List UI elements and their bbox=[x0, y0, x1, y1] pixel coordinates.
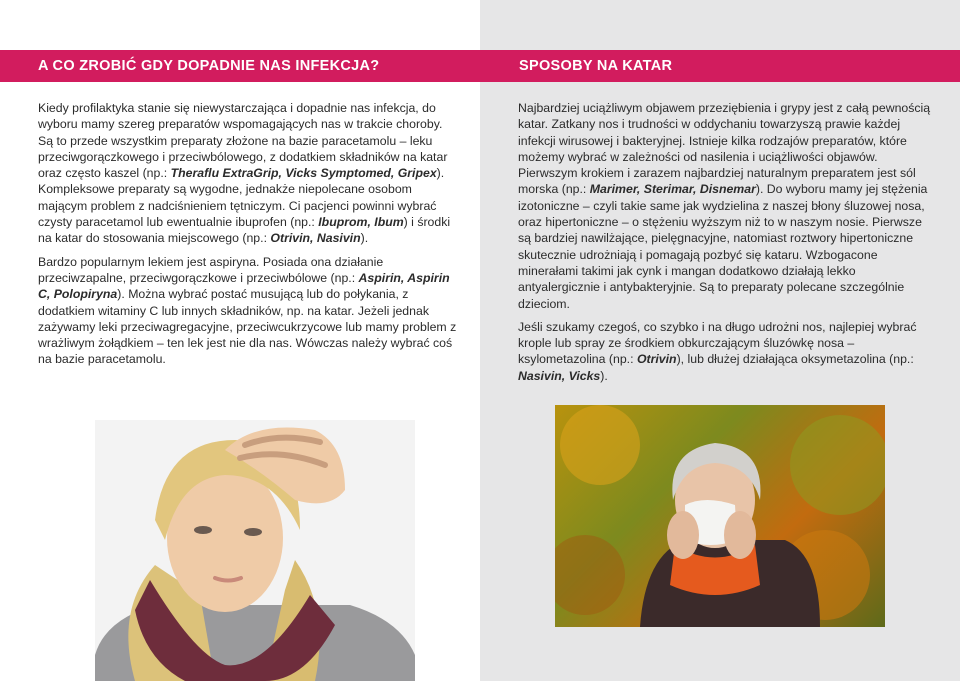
section-header-infection: A CO ZROBIĆ GDY DOPADNIE NAS INFEKCJA? bbox=[0, 50, 480, 82]
photo-sick-young-woman bbox=[95, 420, 415, 681]
paragraph-infection-remedies: Kiedy profilaktyka stanie się niewystarczająca i dopadnie nas infekcja, do wyboru mamy szereg preparatów wspomagających nas w trakcie choroby. Są to przede wszystkim preparaty złożone na bazie paracetamolu – leku przeciwgorączkowego i przeciwbólowego, z dodatkiem składników na katar oraz często kaszel (np.: Theraflu ExtraGrip, Vicks Symptomed, Gripex). Kompleksowe preparaty są wygodne, jednakże niepolecane osobom mającym problem z nadciśnieniem tętniczym. Ci pacjenci powinni wybrać czysty paracetamol lub ewentualnie ibuprofen (np.: Ibuprom, Ibum) i środki na katar do stosowania miejscowego (np.: Otrivin, Nasivin). bbox=[38, 101, 451, 246]
paragraph-nasal-drops: Jeśli szukamy czegoś, co szybko i na długo udrożni nos, najlepiej wybrać krople lub spray ze środkiem obkurczającym śluzówkę nosa – ksylometazolina (np.: Otrivin), lub dłużej działająca oksymetazolina (np.: Nasivin, Vicks). bbox=[518, 319, 917, 383]
paragraph-runny-nose-remedies: Najbardziej uciążliwym objawem przeziębienia i grypy jest z całą pewnością katar. Zatkany nos i trudności w oddychaniu towarzyszą prawie każdej infekcji wirusowej i bakteryjnej. Istnieje kilka rodzajów preparatów, które możemy wybrać w zależności od nasilenia i uciążliwości objawów. Pierwszym krokiem i zarazem najbardziej naturalnym preparatem jest sól morska (np.: Marimer, Sterimar, Disnemar). Do wyboru mamy jej stężenia izotoniczne – czyli takie same jak wydzielina z naszej błony śluzowej nosa, oraz hipertoniczne – o stężeniu wyższym niż to w naszym nosie. Pierwsze są bardziej nawilżające, pielęgnacyjne, natomiast roztwory hipertoniczne skutecznie udrożniają i pomagają pozbyć się kataru. Wzbogacone minerałami takimi jak cynk i mangan dodatkowo działają lekko antyalergicznie i antybakteryjnie. Są to preparaty polecane szczególnie dzieciom. bbox=[518, 101, 931, 311]
photo-elderly-woman-sneezing bbox=[555, 405, 885, 627]
paragraph-aspirin: Bardzo popularnym lekiem jest aspiryna. Posiada ona działanie przeciwzapalne, przeciwgorączkowe i przeciwbólowe (np.: Aspirin, Aspirin C, Polopiryna). Można wybrać postać musującą lub do połykania, z dodatkiem witaminy C lub innych składników, np. na katar. Jeżeli jednak zażywamy leki przeciwagregacyjne, przeciwcukrzycowe lub mamy problem z wrażliwym żołądkiem – ten lek jest nie dla nas. Wówczas należy wybrać coś na bazie paracetamolu. bbox=[38, 254, 457, 367]
right-column-text bbox=[518, 100, 938, 391]
section-header-runny-nose: SPOSOBY NA KATAR bbox=[480, 50, 960, 82]
left-column-text bbox=[38, 100, 458, 375]
